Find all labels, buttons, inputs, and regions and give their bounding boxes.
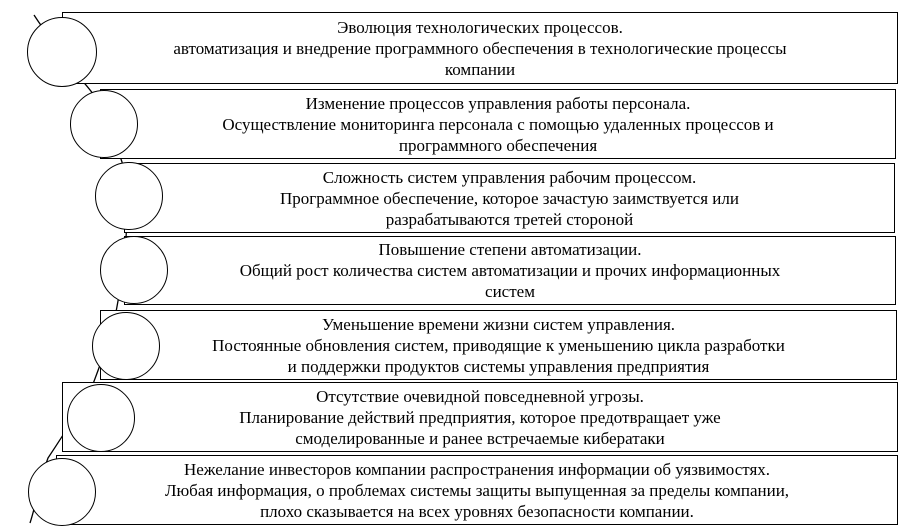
marker-circle-6 (67, 384, 135, 452)
item-5-title: Уменьшение времени жизни систем управления. (321, 314, 676, 334)
item-box-7 (56, 455, 898, 525)
marker-circle-1 (27, 17, 97, 87)
item-box-4 (124, 236, 896, 305)
marker-circle-4 (100, 236, 168, 304)
item-1-title: Эволюция технологических процессов. (337, 17, 623, 37)
marker-circle-5 (92, 312, 160, 380)
item-2-desc-line-1: Осуществление мониторинга персонала с помощью удаленных процессов и (222, 114, 774, 134)
marker-circle-2 (70, 90, 138, 158)
item-box-5 (100, 310, 897, 380)
marker-circle-3 (95, 162, 163, 230)
item-6-desc-line-2: смоделированные и ранее встречаемые кибератаки (295, 428, 665, 448)
item-4-desc-line-2: систем (485, 282, 535, 301)
item-2-title: Изменение процессов управления работы персонала. (305, 93, 691, 113)
item-box-6 (62, 382, 898, 452)
item-7-title: Нежелание инвесторов компании распространения информации об уязвимостях. (183, 459, 771, 479)
item-3-desc-line-1: Программное обеспечение, которое зачастую заимствуется или (280, 188, 739, 208)
item-3-title: Сложность систем управления рабочим процессом. (322, 167, 697, 187)
item-6-title: Отсутствие очевидной повседневной угрозы. (316, 386, 644, 406)
item-2-desc-line-2: программного обеспечения (398, 135, 598, 155)
item-5-desc-line-2: и поддержки продуктов системы управления предприятия (287, 356, 710, 376)
item-box-1 (62, 12, 898, 84)
item-4-desc-line-1: Общий рост количества систем автоматизации и прочих информационных (239, 261, 781, 280)
item-box-2 (100, 89, 896, 159)
marker-circle-7 (28, 458, 96, 526)
item-3-desc-line-2: разрабатываются третей стороной (385, 209, 634, 229)
item-box-3 (124, 163, 895, 233)
item-1-desc-line-2: компании (444, 59, 516, 79)
item-6-desc-line-1: Планирование действий предприятия, которое предотвращает уже (239, 407, 721, 427)
item-5-desc-line-1: Постоянные обновления систем, приводящие к уменьшению цикла разработки (212, 335, 785, 355)
item-4-title: Повышение степени автоматизации. (378, 240, 642, 259)
item-7-desc-line-1: Любая информация, о проблемах системы защиты выпущенная за пределы компании, (164, 480, 790, 500)
item-7-desc-line-2: плохо сказывается на всех уровнях безопасности компании. (260, 501, 694, 521)
item-1-desc-line-1: автоматизация и внедрение программного обеспечения в технологические процессы (173, 38, 787, 58)
